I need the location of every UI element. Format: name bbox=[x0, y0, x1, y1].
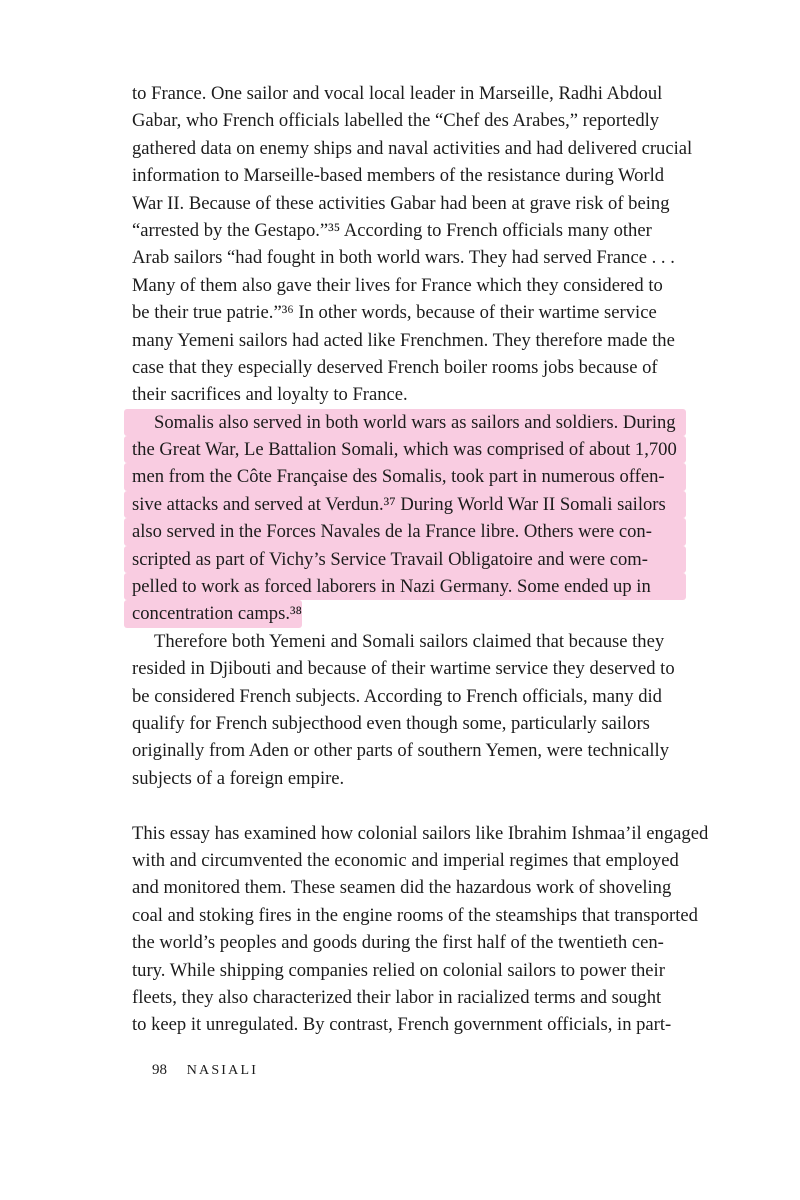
text-line: to keep it unregulated. By contrast, French government officials, in part- bbox=[132, 1014, 672, 1036]
highlighted-line-last bbox=[132, 600, 692, 627]
page-footer bbox=[152, 1062, 258, 1079]
text-line: gathered data on enemy ships and naval activities and had delivered crucial bbox=[132, 137, 693, 159]
text-line: to France. One sailor and vocal local leader in Marseille, Radhi Abdoul bbox=[132, 83, 663, 104]
highlighted-line: scripted as part of Vichy’s Service Travail Obligatoire and were com- bbox=[124, 546, 686, 573]
text-line: tury. While shipping companies relied on colonial sailors to power their bbox=[132, 959, 665, 981]
text-line: with and circumvented the economic and imperial regimes that employed bbox=[132, 849, 679, 871]
text-line: and monitored them. These seamen did the hazardous work of shoveling bbox=[132, 877, 672, 899]
highlighted-line: also served in the Forces Navales de la France libre. Others were con- bbox=[124, 518, 686, 545]
text-line: War II. Because of these activities Gabar had been at grave risk of being bbox=[132, 192, 670, 214]
body-text bbox=[132, 80, 709, 1039]
paragraph-4 bbox=[132, 820, 709, 1039]
highlighted-line: pelled to work as forced laborers in Nazi Germany. Some ended up in bbox=[124, 573, 686, 600]
text-line: qualify for French subjecthood even though some, particularly sailors bbox=[132, 712, 650, 734]
text-line: subjects of a foreign empire. bbox=[132, 767, 345, 789]
text-line: originally from Aden or other parts of southern Yemen, were technically bbox=[132, 740, 670, 762]
text-line: resided in Djibouti and because of their wartime service they deserved to bbox=[132, 658, 675, 680]
text-line: their sacrifices and loyalty to France. bbox=[132, 384, 408, 406]
text-line: coal and stoking fires in the engine rooms of the steamships that transported bbox=[132, 904, 698, 926]
text-line: Arab sailors “had fought in both world wars. They had served France . . . bbox=[132, 247, 675, 269]
text-line: This essay has examined how colonial sailors like Ibrahim Ishmaa’il engaged bbox=[132, 822, 709, 844]
running-head: NASIALI bbox=[186, 1063, 259, 1078]
page-number: 98 bbox=[152, 1062, 167, 1078]
text-line: Many of them also gave their lives for France which they considered to bbox=[132, 274, 663, 296]
highlighted-line: sive attacks and served at Verdun.³⁷ During World War II Somali sailors bbox=[124, 491, 686, 518]
highlighted-line: men from the Côte Française des Somalis, took part in numerous offen- bbox=[124, 463, 686, 490]
text-line: Therefore both Yemeni and Somali sailors claimed that because they bbox=[154, 630, 665, 652]
text-line: Gabar, who French officials labelled the “Chef des Arabes,” reportedly bbox=[132, 110, 660, 132]
text-line: many Yemeni sailors had acted like Frenchmen. They therefore made the bbox=[132, 329, 675, 351]
highlighted-line: the Great War, Le Battalion Somali, which was comprised of about 1,700 bbox=[124, 436, 686, 463]
text-line: case that they especially deserved French boiler rooms jobs because of bbox=[132, 356, 658, 378]
text-line: be their true patrie.”³⁶ In other words, because of their wartime service bbox=[132, 302, 657, 324]
text-line: “arrested by the Gestapo.”³⁵ According to French officials many other bbox=[132, 219, 652, 241]
text-line: information to Marseille-based members of the resistance during World bbox=[132, 165, 665, 187]
highlighted-line: Somalis also served in both world wars as sailors and soldiers. During bbox=[124, 409, 686, 436]
text-line: the world’s peoples and goods during the first half of the twentieth cen- bbox=[132, 932, 664, 954]
section-break bbox=[132, 792, 692, 819]
paragraph-3 bbox=[132, 628, 692, 792]
text-line: be considered French subjects. According to French officials, many did bbox=[132, 685, 662, 707]
text-line: fleets, they also characterized their labor in racialized terms and sought bbox=[132, 986, 662, 1008]
highlighted-paragraph[interactable] bbox=[132, 409, 692, 628]
highlighted-fragment: concentration camps.³⁸ bbox=[124, 600, 302, 627]
paragraph-1 bbox=[132, 80, 692, 409]
